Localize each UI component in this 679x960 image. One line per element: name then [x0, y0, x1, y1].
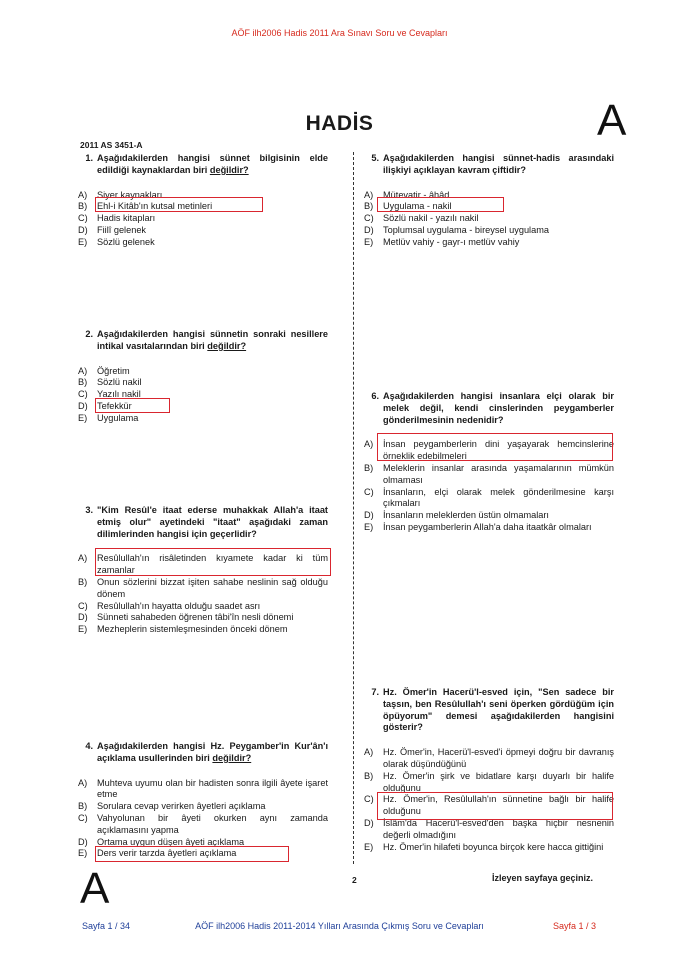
answer-highlight-q6	[377, 433, 613, 461]
option-e[interactable]: E) Hz. Ömer'in hilafeti boyunca birçok kere hacca gittiğini	[364, 841, 604, 852]
question-stem: 3. "Kim Resûl'e itaat ederse muhakkak Allah'a itaat etmiş olur" ayetindeki "itaat" aşağıdaki zaman dilimlerinden hangisi için geçerlidir?	[78, 505, 328, 540]
option-a[interactable]: A) Resûlullah'ın risâletinden kıyamete kadar ki tüm zamanlar	[78, 553, 328, 576]
option-c[interactable]: C) Hadis kitapları	[78, 213, 156, 224]
option-e[interactable]: E) Metlüv vahiy - gayr-ı metlüv vahiy	[364, 236, 520, 247]
answer-highlight-q2	[95, 398, 170, 413]
option-e[interactable]: E) Ders verir tarzda âyetleri açıklama	[78, 848, 237, 859]
question-stem: 4. Aşağıdakilerden hangisi Hz. Peygamber'in Kur'ân'ı açıklama usullerinden biri değildir?	[78, 741, 328, 765]
question-4	[78, 741, 328, 860]
option-d[interactable]: D) Fiilî gelenek	[78, 224, 147, 235]
question-number: 7.	[371, 687, 379, 697]
option-d[interactable]: D) Sünneti sahabeden öğrenen tâbi'în nesli dönemi	[78, 612, 294, 623]
answer-options	[78, 366, 328, 425]
option-c[interactable]: C) İnsanların, elçi olarak melek gönderilmesine karşı çıkmaları	[364, 486, 614, 509]
option-b[interactable]: B) Uygulama - nakil	[364, 201, 452, 212]
option-a[interactable]: A) Hz. Ömer'in, Hacerü'l-esved'i öpmeyi doğru bir davranış olarak düşündüğünü	[364, 747, 614, 769]
option-b[interactable]: B) Meleklerin insanlar arasında yaşamalarının mümkün olmaması	[364, 462, 614, 485]
option-c[interactable]: C) Vahyolunan bir âyeti okurken aynı zamanda açıklamasını yapma	[78, 812, 328, 835]
option-b[interactable]: B) Sorulara cevap verirken âyetleri açıklama	[78, 801, 266, 812]
option-d[interactable]: D) Ortama uygun düşen âyeti açıklama	[78, 836, 245, 847]
option-d[interactable]: D) Toplumsal uygulama - bireysel uygulama	[364, 224, 549, 235]
option-a[interactable]: A) Öğretim	[78, 365, 130, 376]
option-d[interactable]: D) İnsanların meleklerden üstün olmamaları	[364, 510, 549, 521]
booklet-letter-top: A	[597, 96, 627, 145]
question-number: 4.	[85, 741, 93, 751]
negative-emphasis: değildir?	[209, 164, 249, 175]
question-stem: 7. Hz. Ömer'in Hacerü'l-esved için, "Sen sadece bir taşsın, ben Resûlullah'ı seni öperken gördüğüm için öpüyorum" demesi aşağıdakilerden hangisini gösterir?	[364, 687, 614, 734]
page-number: 2	[352, 875, 357, 885]
option-b[interactable]: B) Hz. Ömer'in şirk ve bidatlare karşı duyarlı bir halife olduğunu	[364, 770, 614, 793]
exam-code: 2011 AS 3451-A	[80, 140, 143, 150]
answer-highlight-q1	[95, 197, 263, 212]
question-number: 6.	[371, 391, 379, 401]
document-header: AÖF ilh2006 Hadis 2011 Ara Sınavı Soru ve Cevapları	[231, 28, 448, 38]
option-b[interactable]: B) Sözlü nakil	[78, 377, 142, 388]
exam-title: HADİS	[305, 112, 374, 135]
question-number: 1.	[85, 153, 93, 163]
question-number: 3.	[85, 505, 93, 515]
option-e[interactable]: E) Mezheplerin sistemleşmesinden önceki dönem	[78, 624, 288, 635]
footer-page-right: Sayfa 1 / 3	[553, 921, 597, 931]
option-a[interactable]: A) Muhteva uyumu olan bir hadisten sonra ilgili âyete işaret etme	[78, 777, 328, 800]
answer-highlight-q7	[377, 792, 613, 820]
question-7	[364, 687, 614, 853]
answer-highlight-q3	[95, 548, 331, 576]
booklet-letter-bottom: A	[80, 864, 110, 913]
continue-note: İzleyen sayfaya geçiniz.	[492, 873, 594, 883]
answer-highlight-q4	[95, 846, 289, 862]
question-number: 5.	[371, 153, 379, 163]
question-stem: 1. Aşağıdakilerden hangisi sünnet bilgisinin elde edildiği kaynaklardan biri değildir?	[78, 153, 328, 177]
option-a[interactable]: A) Mütevatir - âhâd	[364, 189, 450, 200]
option-e[interactable]: E) Sözlü gelenek	[78, 236, 155, 247]
option-e[interactable]: E) Uygulama	[78, 412, 139, 423]
option-c[interactable]: C) Yazılı nakil	[78, 389, 141, 400]
option-c[interactable]: C) Resûlullah'ın hayatta olduğu saadet asrı	[78, 600, 261, 611]
question-stem: 2. Aşağıdakilerden hangisi sünnetin sonraki nesillere intikal vasıtalarından biri değildir?	[78, 329, 328, 353]
option-d[interactable]: D) Tefekkür	[78, 400, 132, 411]
option-a[interactable]: A) Siyer kaynakları	[78, 189, 163, 200]
negative-emphasis: değildir?	[207, 340, 247, 351]
option-e[interactable]: E) İnsan peygamberlerin Allah'a daha itaatkâr olmaları	[364, 521, 592, 532]
question-6	[364, 391, 614, 534]
answer-highlight-q5	[377, 197, 504, 212]
column-divider	[353, 152, 354, 864]
option-c[interactable]: C) Sözlü nakil - yazılı nakil	[364, 213, 479, 224]
option-b[interactable]: B) Onun sözlerini bizzat işiten sahabe neslinin sağ olduğu dönem	[78, 576, 328, 599]
option-b[interactable]: B) Ehl-i Kitâb'ın kutsal metinleri	[78, 201, 213, 212]
option-a[interactable]: A) İnsan peygamberlerin dini yaşayarak hemcinslerine örneklik edebilmeleri	[364, 439, 614, 462]
question-stem: 5. Aşağıdakilerden hangisi sünnet-hadis arasındaki ilişkiyi açıklayan kavram çiftidir?	[364, 153, 614, 177]
question-number: 2.	[85, 329, 93, 339]
question-stem: 6. Aşağıdakilerden hangisi insanlara elçi olarak bir melek değil, kendi cinslerinden peygamberler gönderilmesinin nedenidir?	[364, 391, 614, 426]
option-d[interactable]: D) İslâm'da Hacerü'l-esved'den başka hiçbir nesnenin değerli olmadığını	[364, 817, 614, 840]
option-c[interactable]: C) Hz. Ömer'in, Resûlullah'ın sünnetine bağlı bir halife olduğunu	[364, 794, 614, 817]
footer-title: AÖF ilh2006 Hadis 2011-2014 Yılları Arasında Çıkmış Soru ve Cevapları	[195, 921, 484, 931]
negative-emphasis: değildir?	[212, 752, 252, 763]
footer-page-left: Sayfa 1 / 34	[82, 921, 131, 931]
